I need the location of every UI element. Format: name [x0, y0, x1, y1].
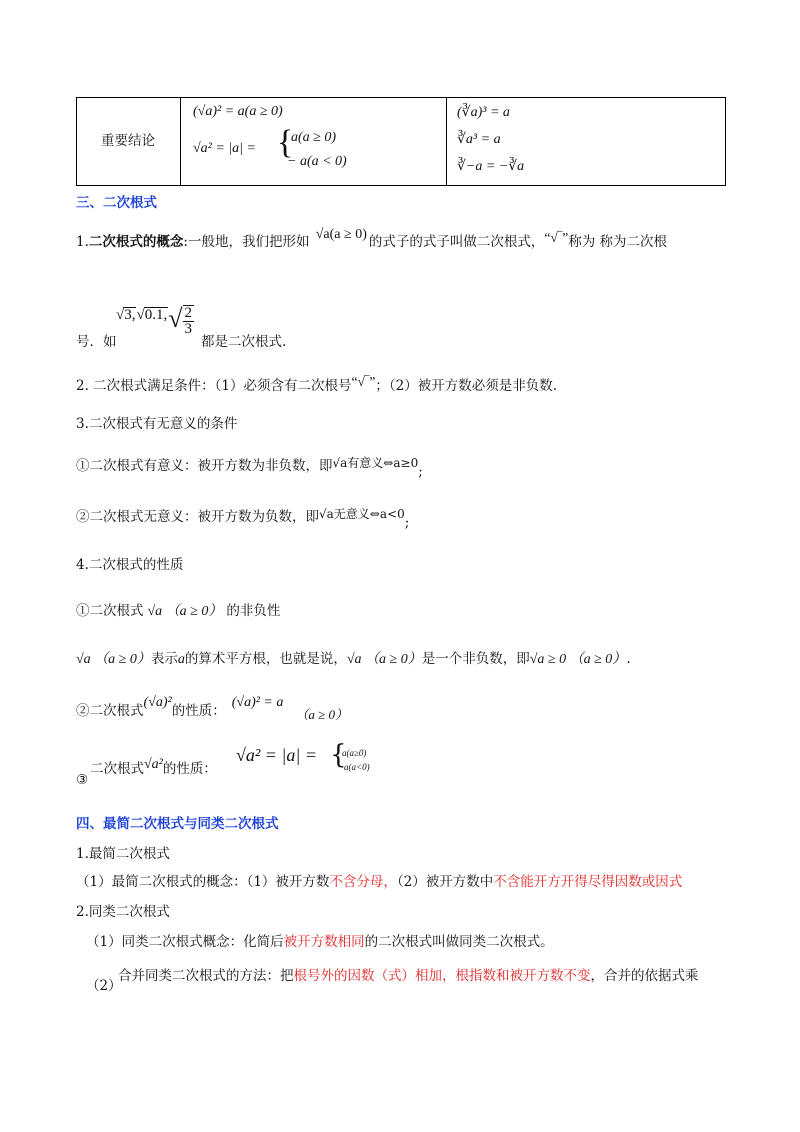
conditions-text-b: ；（2）被开方数必须是非负数.: [375, 378, 558, 394]
concept-paragraph-line1: [76, 227, 668, 252]
root-square-formula-1: √a²: [144, 757, 163, 772]
simplest-heading: 1.最简二次根式: [76, 846, 170, 862]
square-root-formulas-cell: [181, 98, 447, 186]
example-fraction-numerator: 2: [184, 305, 192, 321]
formula-root-of-square: √a² = |a| =: [193, 141, 256, 156]
nonnegativity-prefix: ①二次根式: [76, 603, 144, 619]
arithmetic-root-line: [76, 650, 631, 669]
conditions-text-a: 2. 二次根式满足条件：（1）必须含有二次根号: [76, 378, 352, 394]
root-square-case-2: a(a<0): [344, 762, 370, 772]
like-radicals-text-b: 的二次根式叫做同类二次根式。: [364, 934, 554, 950]
nonnegativity-suffix: 的非负性: [226, 603, 281, 619]
formula-cube-of-cbrt: (∛a)³ = a: [457, 105, 510, 120]
section3-heading: 三、二次根式: [76, 195, 157, 211]
combine-text-b: ，合并的依据式乘: [590, 968, 699, 984]
nonnegativity-formula: √a （a ≥ 0）: [147, 604, 223, 619]
case-brace: {: [277, 124, 294, 161]
meaningless-end: ;: [404, 515, 410, 531]
concept-line2-prefix: 号．如: [76, 334, 117, 350]
arithmetic-end: .: [626, 651, 631, 667]
root-square-brace: {: [330, 740, 347, 770]
combine-method-line: [118, 967, 699, 985]
root-square-formula-2: √a² = |a| =: [236, 745, 317, 765]
meaningful-text: ①二次根式有意义：被开方数为非负数，即: [76, 458, 333, 474]
square-property-formula-2: (√a)² = a: [231, 695, 284, 710]
meaning-heading: 3.二次根式有无意义的条件: [76, 416, 238, 432]
square-property-formula-1: (√a)²: [143, 695, 172, 710]
like-radicals-heading: 2.同类二次根式: [76, 904, 170, 920]
concept-number: 1.: [76, 234, 89, 250]
like-radicals-text-a: （1）同类二次根式概念：化简后: [86, 934, 284, 950]
meaningful-formula: √a有意义⇔a≥0: [332, 456, 419, 470]
arithmetic-formula-2: √a （a ≥ 0）: [346, 652, 422, 667]
formula-case-negative: − a(a < 0): [287, 154, 347, 169]
properties-heading: 4.二次根式的性质: [76, 557, 184, 573]
root-square-prefix: 二次根式: [90, 761, 144, 777]
formula-square-of-root: (√a)² = a(a ≥ 0): [193, 104, 283, 119]
square-property-condition: （a ≥ 0）: [295, 707, 349, 722]
conclusion-table: [76, 97, 726, 186]
square-property-line: [76, 695, 349, 722]
combine-red-1: 根号外的因数（式）相加，根指数和被开方数不变: [293, 968, 591, 984]
arithmetic-formula-1: √a （a ≥ 0）: [76, 652, 151, 667]
table-label: 重要结论: [101, 133, 155, 149]
formula-cbrt-negative: ∛−a = −∛a: [457, 159, 525, 174]
combine-text-a: 合并同类二次根式的方法：把: [118, 968, 294, 984]
section4-heading: 四、最简二次根式与同类二次根式: [76, 816, 279, 832]
concept-text-c: 称为 称为二次根: [568, 234, 668, 250]
conditions-paragraph: [76, 374, 558, 395]
meaningful-condition: [76, 456, 423, 480]
arithmetic-formula-3: √a ≥ 0 （a ≥ 0）: [529, 652, 627, 667]
simplest-text-b: （2）被开方数中: [396, 874, 494, 890]
simplest-concept-line: [76, 873, 682, 891]
meaningless-text: ②二次根式无意义：被开方数为负数，即: [76, 509, 319, 525]
example-sqrt-0-1: 0.1,: [144, 307, 168, 323]
conditions-radical-sign: “√‾”: [351, 374, 376, 389]
like-radicals-red-1: 被开方数相同: [283, 934, 365, 950]
concept-line2-suffix: 都是二次根式.: [201, 334, 287, 350]
concept-formula: √a(a ≥ 0): [315, 227, 367, 242]
simplest-text-a: （1）最简二次根式的概念：（1）被开方数: [76, 874, 330, 890]
arithmetic-text-2: 的算术平方根，也就是说，: [184, 651, 347, 667]
square-property-prefix: ②二次根式: [76, 703, 144, 719]
meaningless-formula: √a无意义⇔a<0: [319, 507, 405, 521]
concept-term: 二次根式的概念: [88, 234, 184, 250]
root-square-line: [90, 757, 217, 779]
simplest-red-1: 不含分母，: [329, 874, 397, 890]
cube-root-formulas-cell: [447, 98, 726, 186]
concept-text-a: :一般地，我们把形如: [183, 234, 310, 250]
arithmetic-text-3: 是一个非负数，即: [421, 651, 530, 667]
square-property-middle: 的性质：: [171, 703, 226, 719]
table-label-cell: [77, 98, 181, 186]
arithmetic-text-1: 表示: [150, 651, 178, 667]
like-radicals-concept-line: [86, 933, 554, 951]
meaningful-end: ;: [418, 464, 423, 480]
root-square-case-1: a(a≥0): [342, 748, 367, 758]
meaningless-condition: [76, 507, 410, 531]
formula-case-positive: a(a ≥ 0): [291, 130, 337, 145]
radical-sign-quote: “√‾”: [544, 230, 569, 245]
examples-formula: √3,√0.1,√ $\frac{2}{3}$: [116, 304, 192, 337]
example-fraction-denominator: 3: [184, 321, 192, 337]
simplest-red-2: 不含能开方开得尽得因数或因式: [493, 874, 683, 890]
arithmetic-variable-a: a: [177, 652, 185, 667]
formula-cbrt-of-cube: ∛a³ = a: [457, 132, 501, 147]
concept-text-b: 的式子的式子叫做二次根式，: [368, 234, 545, 250]
root-square-number: ③: [76, 772, 89, 788]
root-square-middle: 的性质：: [162, 761, 217, 777]
example-sqrt-3: 3,: [124, 307, 136, 323]
nonnegativity-line: [76, 602, 280, 621]
combine-number: （2）: [86, 978, 122, 994]
